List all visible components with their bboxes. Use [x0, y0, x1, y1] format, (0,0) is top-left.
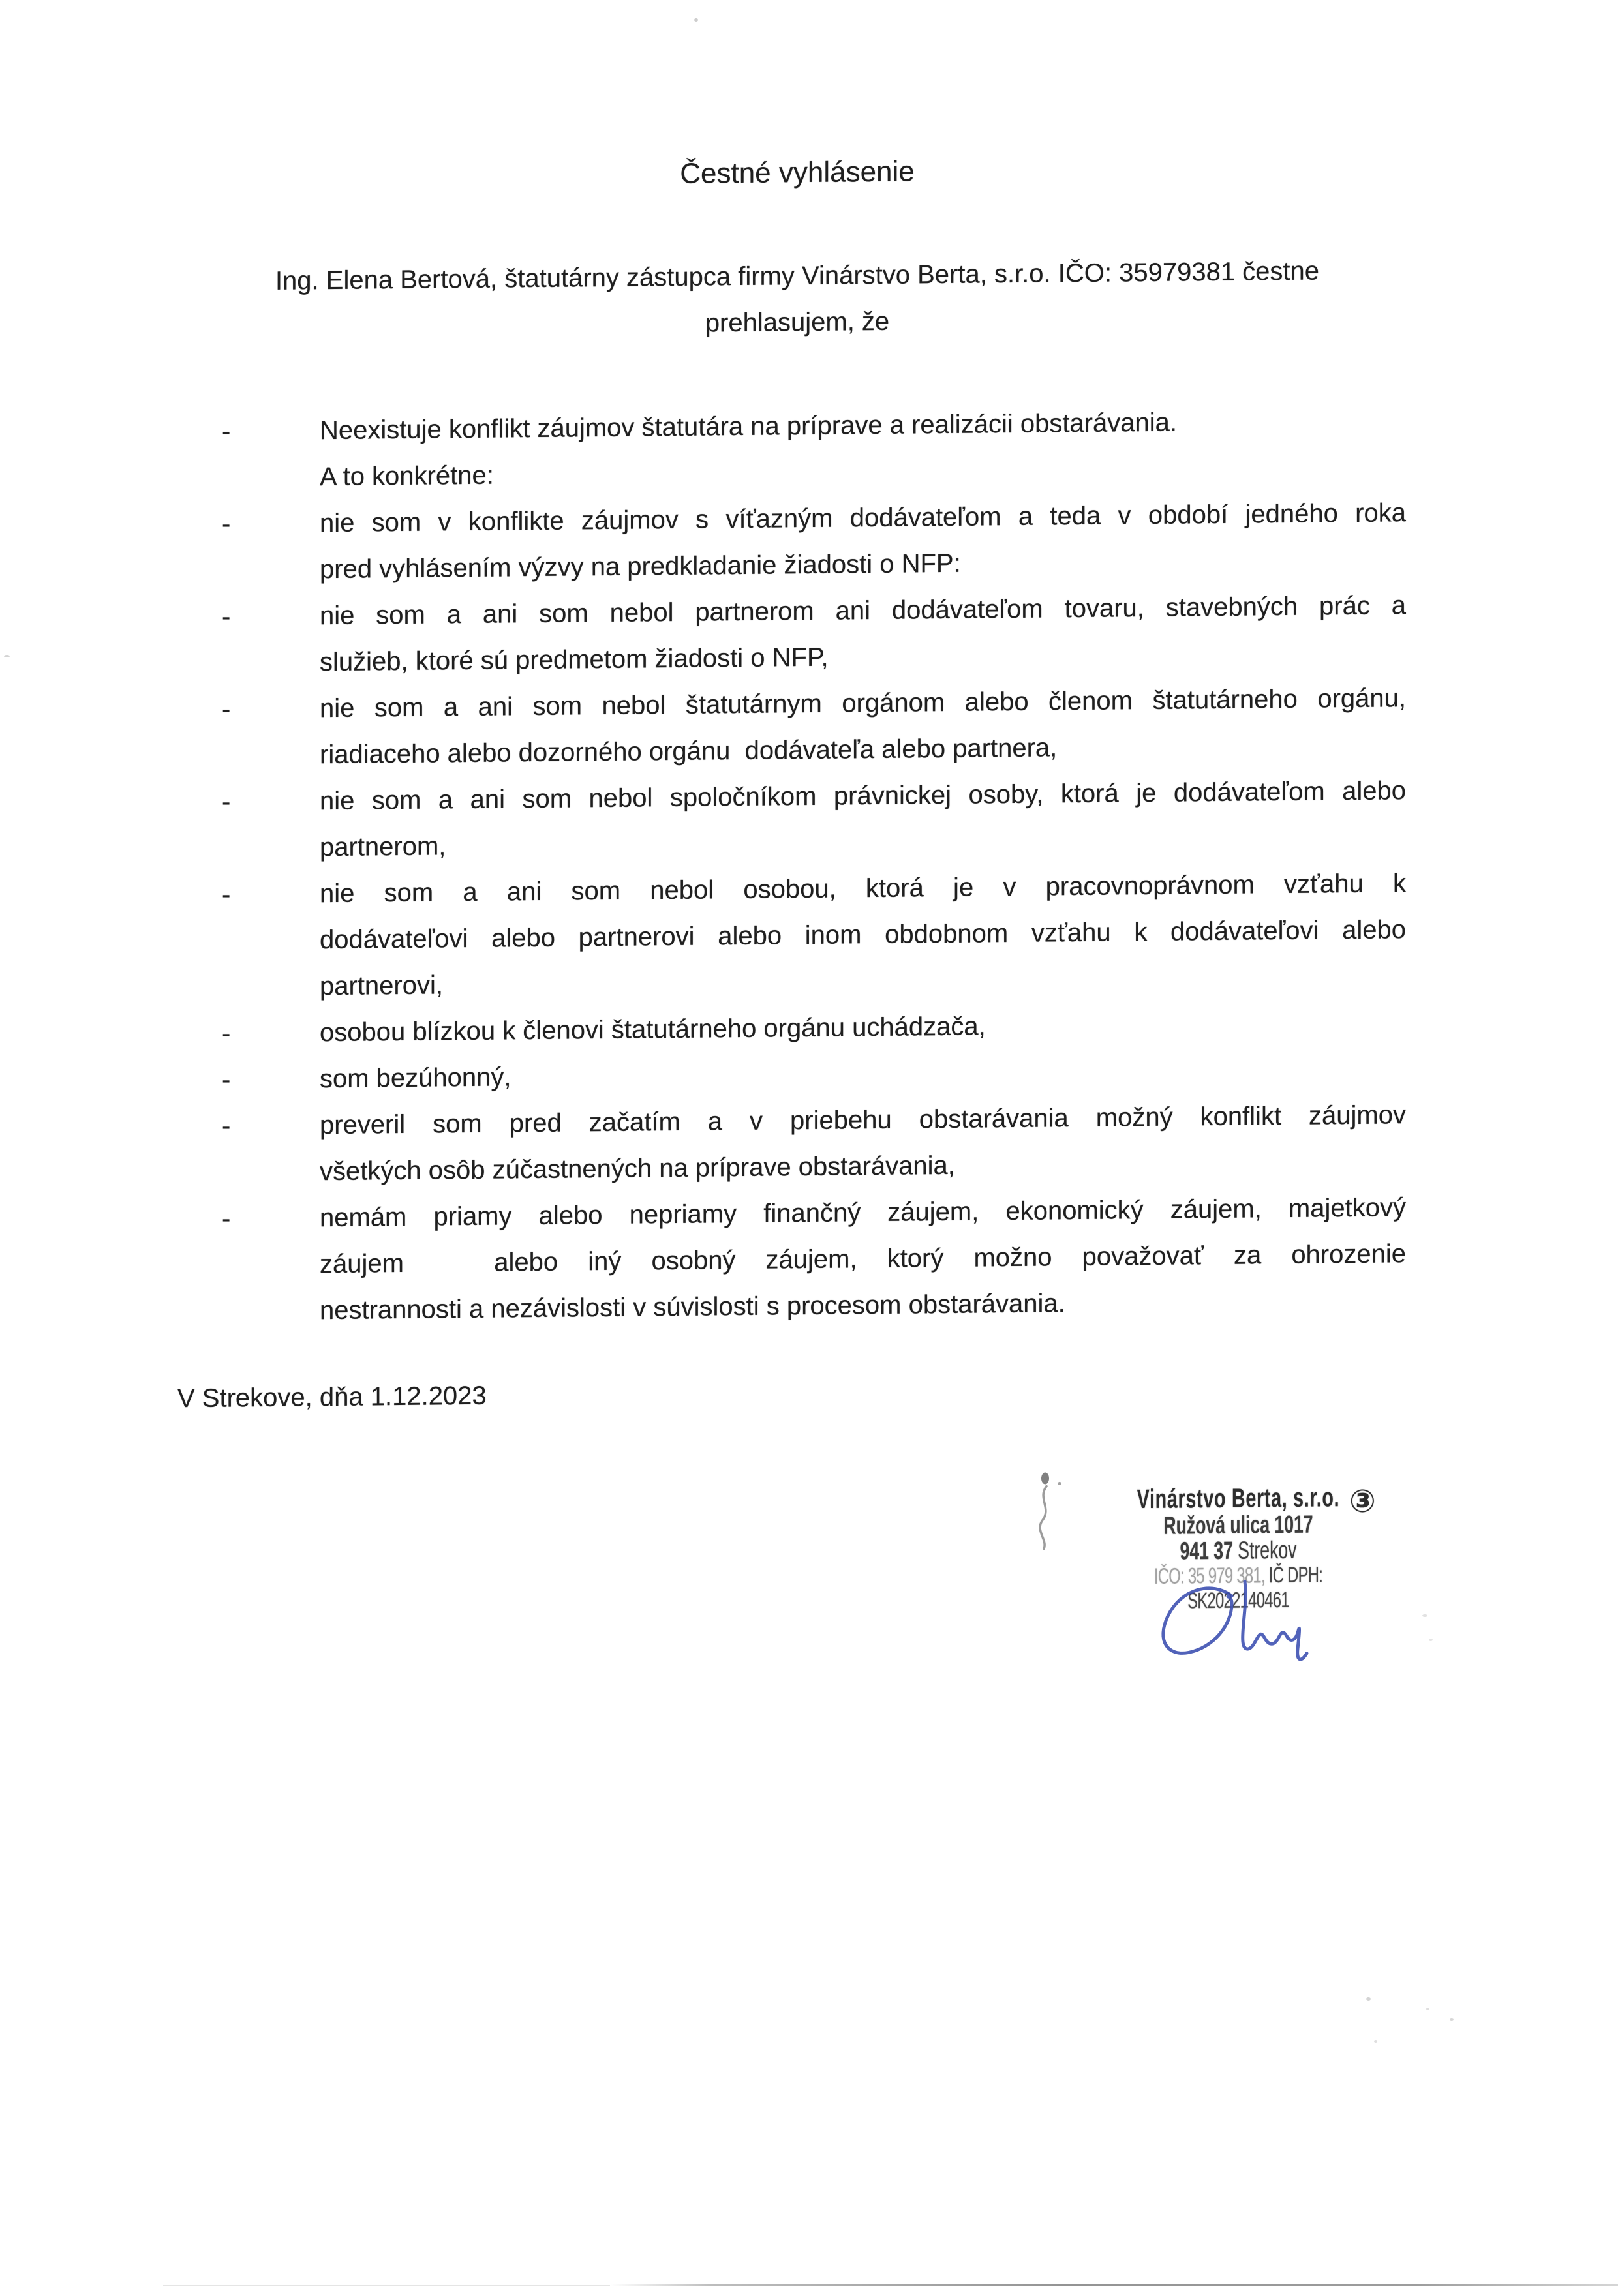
stamp-postal-code: 941 37: [1180, 1537, 1233, 1565]
declaration-line: záujem alebo iný osobný záujem, ktorý možno považovať za ohrozenie: [320, 1239, 1406, 1279]
bullet-dash: -: [222, 1204, 231, 1233]
declaration-line: pred vyhlásením výzvy na predkladanie žiadosti o NFP:: [320, 549, 961, 584]
declaration-line: osobou blízkou k členovi štatutárneho orgánu uchádzača,: [320, 1012, 986, 1048]
stamp-city: [1110, 1537, 1366, 1565]
declaration-line: všetkých osôb zúčastnených na príprave obstarávania,: [320, 1151, 955, 1186]
bullet-dash: -: [222, 1111, 231, 1141]
bullet-dash: -: [222, 1019, 231, 1048]
declaration-line: Neexistuje konflikt záujmov štatutára na príprave a realizácii obstarávania.: [320, 408, 1177, 446]
declaration-item-lines: [320, 860, 1406, 1010]
declaration-item-lines: [320, 490, 1406, 593]
stamp-street: Ružová ulica 1017: [1163, 1511, 1313, 1540]
bullet-dash: -: [222, 695, 231, 724]
pencil-dot: [1058, 1482, 1061, 1485]
intro-line-2: prehlasujem, že: [705, 307, 890, 338]
pencil-mark: [1026, 1469, 1067, 1554]
declaration-line: partnerom,: [320, 832, 446, 862]
stamp-ico: IČO: 35 979 381,: [1153, 1563, 1269, 1589]
bullet-dash: -: [222, 880, 231, 909]
signature-loop: [1163, 1588, 1232, 1654]
declaration-item: [222, 1185, 1406, 1335]
pencil-squiggle: [1040, 1487, 1046, 1549]
declaration-line: nestrannosti a nezávislosti v súvislosti s procesom obstarávania.: [320, 1289, 1065, 1325]
declaration-line: A to konkrétne:: [320, 461, 494, 492]
intro-paragraph: [192, 247, 1403, 352]
pencil-blob: [1041, 1472, 1049, 1484]
scan-speck: [1450, 2018, 1454, 2021]
declaration-item: [222, 582, 1406, 686]
declaration-line: partnerovi,: [320, 971, 443, 1001]
bullet-dash: -: [222, 417, 231, 446]
declaration-item-lines: [320, 397, 1406, 500]
scan-speck: [1426, 2008, 1429, 2010]
document-title: Čestné vyhlásenie: [680, 155, 915, 190]
declaration-line: preveril som pred začatím a v priebehu obstarávania možný konflikt záujmov: [320, 1100, 1406, 1140]
bullet-dash: -: [222, 1065, 231, 1095]
bullet-dash: -: [222, 602, 231, 631]
scan-bottom-edge-faint: [163, 2285, 610, 2286]
declaration-item: [222, 675, 1406, 779]
scan-speck: [694, 18, 698, 22]
stamp-city-name: Strekov: [1232, 1536, 1297, 1565]
declaration-item: [222, 768, 1406, 871]
declaration-item: [222, 860, 1406, 1010]
declaration-line: dodávateľovi alebo partnerovi alebo inom obdobnom vzťahu k dodávateľovi alebo: [320, 915, 1406, 955]
handwritten-signature: [1148, 1577, 1324, 1676]
scan-speck: [1422, 1614, 1427, 1617]
bullet-dash: -: [222, 787, 231, 817]
scan-speck: [4, 655, 10, 657]
declaration-item-lines: [320, 768, 1406, 871]
declaration-list: [222, 397, 1406, 1335]
scan-bottom-edge: [610, 2284, 1618, 2286]
scan-speck: [1374, 2040, 1377, 2043]
declaration-line: som bezúhonný,: [320, 1063, 511, 1094]
declaration-item: [222, 1092, 1406, 1196]
declaration-item-lines: [320, 1185, 1406, 1334]
declaration-item-lines: [320, 675, 1406, 778]
declaration-item-lines: [320, 582, 1406, 686]
declaration-line: riadiaceho alebo dozorného orgánu dodávateľa alebo partnera,: [320, 733, 1058, 770]
bullet-dash: -: [222, 509, 231, 539]
declaration-item-lines: [320, 1092, 1406, 1195]
declaration-line: nie som a ani som nebol spoločníkom právnickej osoby, ktorá je dodávateľom alebo: [320, 776, 1406, 816]
declaration-item: [222, 490, 1406, 594]
declaration-line: nie som a ani som nebol partnerom ani dodávateľom tovaru, stavebných prác a: [320, 591, 1406, 631]
declaration-line: služieb, ktoré sú predmetom žiadosti o NFP,: [320, 642, 829, 677]
declaration-line: nemám priamy alebo nepriamy finančný záujem, ekonomický záujem, majetkový: [320, 1193, 1406, 1233]
scan-speck: [1366, 1997, 1371, 2001]
stamp-company-name: Vinárstvo Berta, s.r.o.: [1137, 1482, 1340, 1515]
stamp-circled-3-icon: ③: [1349, 1484, 1376, 1520]
stamp-ic-dph: IČ DPH: SK2022140461: [1187, 1562, 1323, 1614]
declaration-line: nie som a ani som nebol štatutárnym orgánom alebo členom štatutárneho orgánu,: [320, 684, 1406, 723]
declaration-item: [222, 397, 1406, 501]
declaration-line: nie som v konflikte záujmov s víťazným dodávateľom a teda v období jedného roka: [320, 498, 1406, 538]
scan-speck: [1429, 1639, 1433, 1641]
signature-flourish: [1243, 1581, 1307, 1660]
declaration-line: nie som a ani som nebol osobou, ktorá je v pracovnoprávnom vzťahu k: [320, 869, 1406, 909]
place-date-line: V Strekove, dňa 1.12.2023: [177, 1381, 487, 1413]
intro-line-1: Ing. Elena Bertová, štatutárny zástupca firmy Vinárstvo Berta, s.r.o. IČO: 35979381 čestne: [275, 256, 1320, 295]
